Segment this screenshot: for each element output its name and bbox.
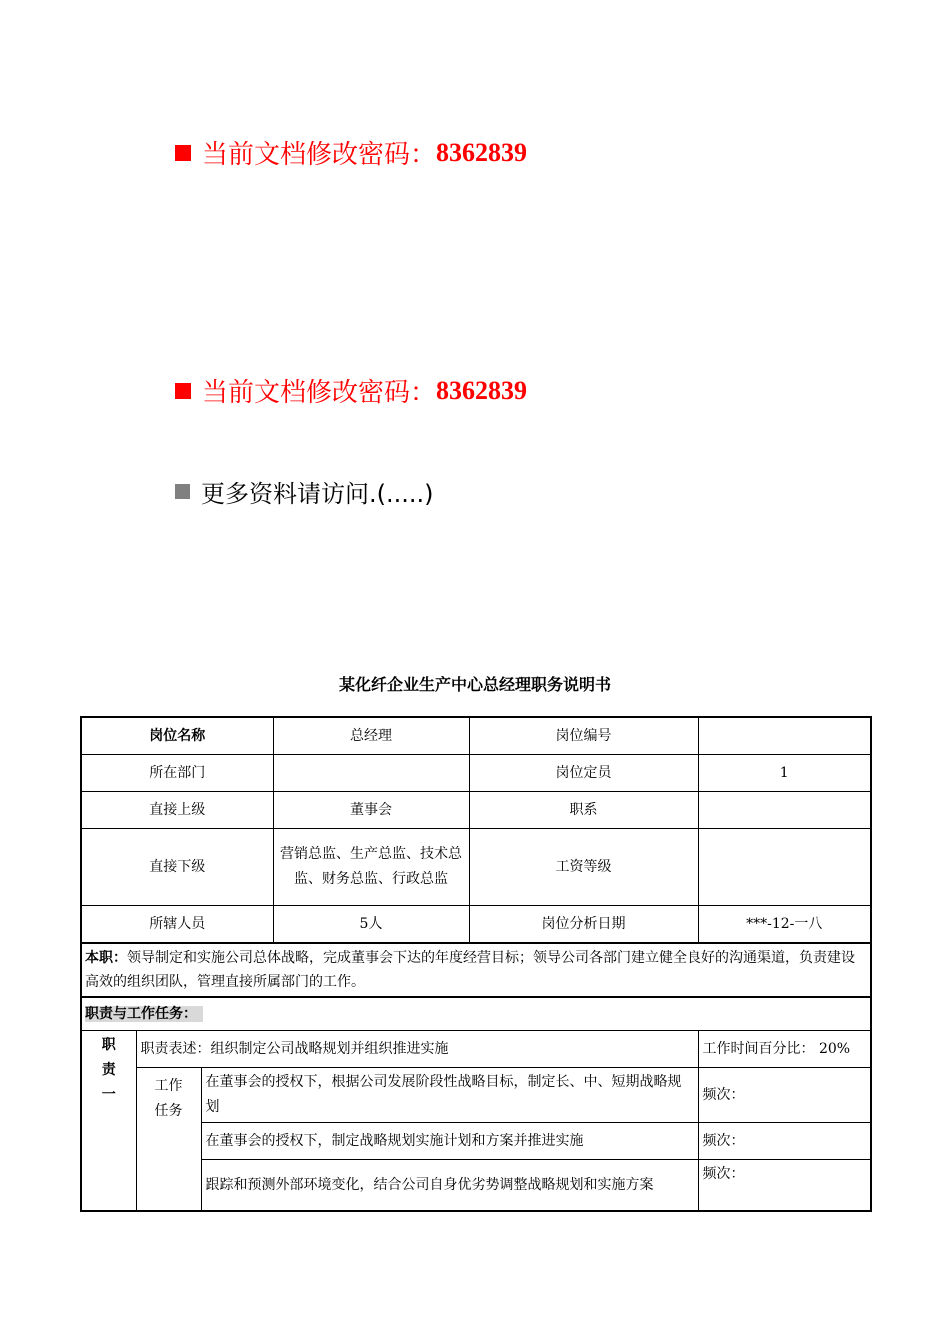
responsibility-label	[81, 1031, 136, 1212]
time-percentage: 工作时间百分比： 20%	[698, 1031, 871, 1068]
task-text: 在董事会的授权下，制定战略规划实施计划和方案并推进实施	[201, 1123, 698, 1160]
table-row	[81, 906, 871, 944]
tasks-heading: 职责与工作任务：	[85, 1006, 203, 1022]
field-value: 营销总监、生产总监、技术总监、财务总监、行政总监	[273, 829, 469, 906]
field-value: 董事会	[273, 792, 469, 829]
duty-text: 领导制定和实施公司总体战略，完成董事会下达的年度经营目标；领导公司各部门建立健全良好的沟通渠道，负责建设高效的组织团队，管理直接所属部门的工作。	[85, 950, 855, 990]
field-value: 总经理	[273, 717, 469, 755]
more-info-notice	[175, 474, 434, 509]
field-label: 直接上级	[81, 792, 273, 829]
task-frequency: 频次：	[698, 1160, 871, 1212]
notice-text: 当前文档修改密码：	[202, 140, 437, 170]
field-label: 岗位分析日期	[469, 906, 698, 944]
field-value: 1	[698, 755, 871, 792]
field-label: 工资等级	[469, 829, 698, 906]
field-label: 岗位编号	[469, 717, 698, 755]
password-notice-1	[175, 134, 527, 171]
gray-square-bullet-icon	[175, 484, 190, 499]
table-row	[81, 755, 871, 792]
table-row	[81, 717, 871, 755]
duty-label: 本职：	[85, 950, 127, 966]
task-frequency: 频次：	[698, 1123, 871, 1160]
red-square-bullet-icon	[175, 383, 191, 399]
field-value: 5人	[273, 906, 469, 944]
job-description-table	[80, 716, 872, 1212]
document-title: 某化纤企业生产中心总经理职务说明书	[338, 675, 611, 694]
password-code: 8362839	[436, 137, 528, 167]
more-info-text: 更多资料请访问.(.....)	[201, 480, 434, 508]
table-row	[81, 829, 871, 906]
field-label: 岗位名称	[81, 717, 273, 755]
field-value	[698, 792, 871, 829]
work-tasks-label	[136, 1068, 201, 1212]
notice-text: 当前文档修改密码：	[202, 378, 437, 408]
table-row	[81, 792, 871, 829]
field-label: 直接下级	[81, 829, 273, 906]
red-square-bullet-icon	[175, 145, 191, 161]
table-row	[81, 1031, 871, 1068]
field-value	[698, 829, 871, 906]
duty-summary	[81, 943, 871, 997]
field-label: 所在部门	[81, 755, 273, 792]
tasks-heading-cell	[81, 997, 871, 1031]
field-value: ***-12-一八	[698, 906, 871, 944]
password-notice-2	[175, 372, 527, 409]
field-value	[273, 755, 469, 792]
table-row	[81, 1068, 871, 1123]
responsibility-label-text: 职责一	[101, 1037, 116, 1103]
field-label: 岗位定员	[469, 755, 698, 792]
responsibility-description: 职责表述：组织制定公司战略规划并组织推进实施	[136, 1031, 698, 1068]
table-row	[81, 997, 871, 1031]
task-frequency: 频次：	[698, 1068, 871, 1123]
work-tasks-label-text: 工作任务	[154, 1078, 183, 1119]
table-row	[81, 943, 871, 997]
password-code: 8362839	[436, 375, 528, 405]
field-label: 职系	[469, 792, 698, 829]
field-label: 所辖人员	[81, 906, 273, 944]
task-text: 跟踪和预测外部环境变化，结合公司自身优劣势调整战略规划和实施方案	[201, 1160, 698, 1212]
task-text: 在董事会的授权下，根据公司发展阶段性战略目标，制定长、中、短期战略规划	[201, 1068, 698, 1123]
field-value	[698, 717, 871, 755]
